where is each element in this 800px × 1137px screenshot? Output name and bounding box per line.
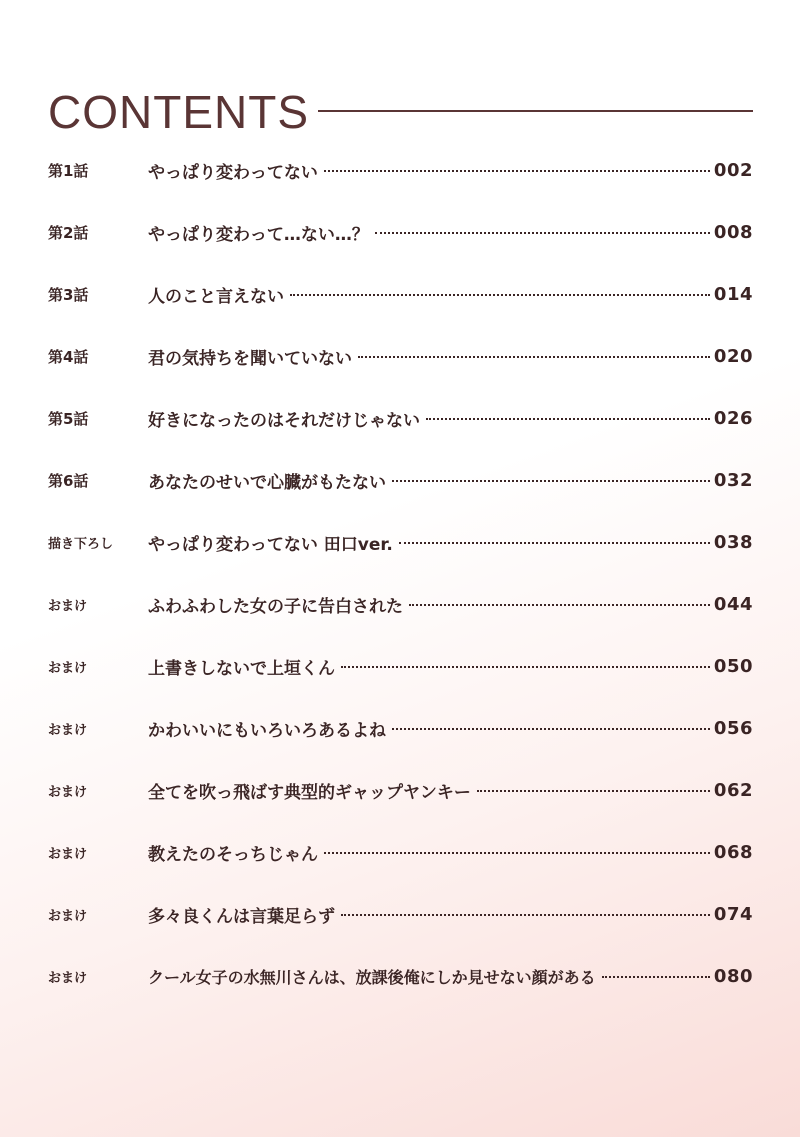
- page-number: 056: [713, 717, 753, 739]
- chapter-title: やっぱり変わって…ない…？: [148, 224, 369, 245]
- chapter-title: ふわふわした女の子に告白された: [148, 596, 403, 617]
- dot-leader: [392, 480, 710, 482]
- chapter-title: 全てを吹っ飛ばす典型的ギャップヤンキー: [148, 782, 471, 803]
- chapter-title: クール女子の水無川さんは、放課後俺にしか見せない顔がある: [148, 967, 596, 987]
- chapter-label: おまけ: [48, 970, 88, 986]
- dot-leader: [324, 852, 710, 854]
- page-number: 080: [713, 965, 753, 987]
- toc-entry[interactable]: [48, 274, 753, 314]
- page-title: CONTENTS: [48, 86, 309, 138]
- chapter-label: おまけ: [48, 784, 88, 800]
- chapter-label: 第1話: [48, 161, 89, 180]
- title-divider: [318, 110, 753, 112]
- dot-leader: [399, 542, 710, 544]
- dot-leader: [426, 418, 710, 420]
- page-number: 026: [713, 407, 753, 429]
- chapter-label: 第2話: [48, 223, 89, 242]
- toc-entry[interactable]: [48, 460, 753, 500]
- dot-leader: [375, 232, 710, 234]
- dot-leader: [477, 790, 710, 792]
- toc-entry[interactable]: [48, 708, 753, 748]
- page-number: 020: [713, 345, 753, 367]
- page-number: 038: [713, 531, 753, 553]
- chapter-label: 第5話: [48, 409, 89, 428]
- toc-entry[interactable]: [48, 522, 753, 562]
- chapter-label: おまけ: [48, 598, 88, 614]
- dot-leader: [358, 356, 710, 358]
- page-number: 074: [713, 903, 753, 925]
- dot-leader: [602, 976, 710, 978]
- chapter-title: 上書きしないで上垣くん: [148, 658, 335, 679]
- page-number: 062: [713, 779, 753, 801]
- chapter-label: 第6話: [48, 471, 89, 490]
- toc-entry[interactable]: [48, 894, 753, 934]
- dot-leader: [341, 666, 710, 668]
- toc-entry[interactable]: [48, 336, 753, 376]
- page-number: 008: [713, 221, 753, 243]
- table-of-contents: [48, 140, 753, 1020]
- page-number: 068: [713, 841, 753, 863]
- chapter-title: 人のこと言えない: [148, 286, 284, 307]
- toc-entry[interactable]: [48, 770, 753, 810]
- chapter-label: おまけ: [48, 660, 88, 676]
- toc-entry[interactable]: [48, 584, 753, 624]
- contents-header: [48, 82, 753, 142]
- page-number: 002: [713, 159, 753, 181]
- chapter-title: 多々良くんは言葉足らず: [148, 906, 335, 927]
- toc-entry[interactable]: [48, 212, 753, 252]
- toc-entry[interactable]: [48, 398, 753, 438]
- toc-entry[interactable]: [48, 956, 753, 996]
- toc-entry[interactable]: [48, 832, 753, 872]
- chapter-title: 教えたのそっちじゃん: [148, 844, 318, 865]
- toc-entry[interactable]: [48, 150, 753, 190]
- page-number: 014: [713, 283, 753, 305]
- toc-entry[interactable]: [48, 646, 753, 686]
- dot-leader: [409, 604, 710, 606]
- chapter-title: あなたのせいで心臓がもたない: [148, 472, 386, 493]
- page-number: 044: [713, 593, 753, 615]
- chapter-title: 好きになったのはそれだけじゃない: [148, 410, 420, 431]
- page-number: 032: [713, 469, 753, 491]
- chapter-label: おまけ: [48, 846, 88, 862]
- chapter-title: 君の気持ちを聞いていない: [148, 348, 352, 369]
- chapter-label: 第3話: [48, 285, 89, 304]
- dot-leader: [324, 170, 710, 172]
- dot-leader: [341, 914, 710, 916]
- chapter-title: かわいいにもいろいろあるよね: [148, 720, 386, 741]
- dot-leader: [392, 728, 710, 730]
- chapter-title: やっぱり変わってない 田口ver.: [148, 534, 393, 555]
- chapter-label: 描き下ろし: [48, 536, 114, 552]
- chapter-label: 第4話: [48, 347, 89, 366]
- chapter-title: やっぱり変わってない: [148, 162, 318, 183]
- dot-leader: [290, 294, 710, 296]
- page-number: 050: [713, 655, 753, 677]
- chapter-label: おまけ: [48, 908, 88, 924]
- chapter-label: おまけ: [48, 722, 88, 738]
